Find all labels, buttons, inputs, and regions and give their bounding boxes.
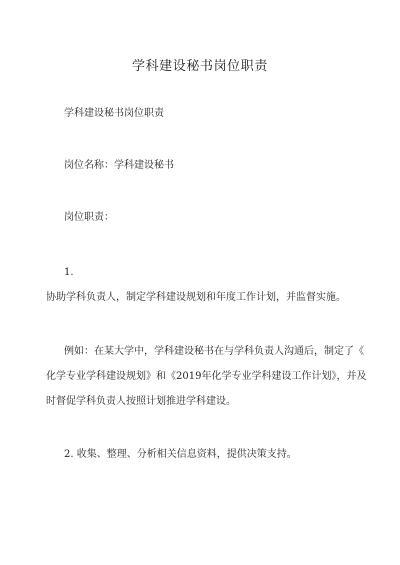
item1-number: 1.: [64, 267, 74, 278]
example-line-2: 化学专业学科建设规划》和《2019年化学专业学科建设工作计划》，并及: [46, 371, 367, 382]
item1-text: 协助学科负责人，制定学科建设规划和年度工作计划，并监督实施。: [46, 292, 346, 303]
duties-heading: 岗位职责：: [64, 212, 114, 223]
document-title: 学科建设秘书岗位职责: [131, 58, 268, 74]
example-line-3: 时督促学科负责人按照计划推进学科建设。: [46, 396, 236, 407]
subtitle-line: 学科建设秘书岗位职责: [64, 108, 164, 119]
item2-text: 2. 收集、整理、分析相关信息资料，提供决策支持。: [64, 449, 297, 460]
position-name-line: 岗位名称：学科建设秘书: [64, 160, 174, 171]
example-line-1: 例如：在某大学中，学科建设秘书在与学科负责人沟通后，制定了《: [64, 346, 364, 357]
